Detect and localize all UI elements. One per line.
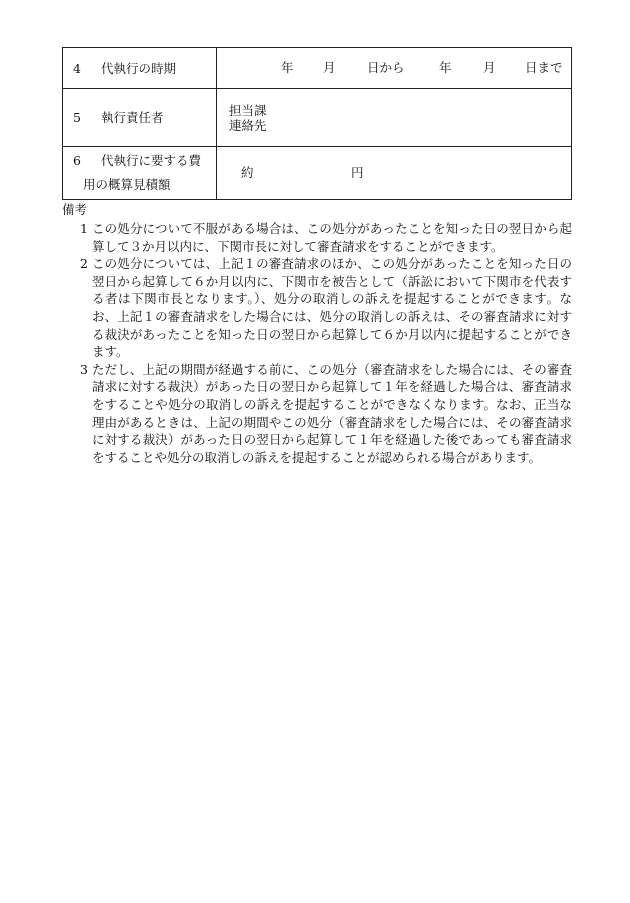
period-start-month: 月	[323, 60, 336, 75]
remark-item	[62, 220, 572, 255]
label-cell-cost	[63, 147, 217, 200]
period-end-day: 日まで	[525, 60, 563, 75]
table-row-cost	[63, 147, 572, 200]
period-end-month: 月	[483, 60, 496, 75]
row-label: 代執行の時期	[101, 60, 177, 76]
label-cell-period	[63, 48, 217, 89]
yen-unit-label: 円	[351, 165, 364, 180]
remark-text: この処分については、上記１の審査請求のほか、この処分があったことを知った日の翌日から起算して６か月以内に、下関市を被告として（訴訟において下関市を代表する者は下関市長となります。）、処分の取消しの訴えを提起することができます。なお、上記１の審査請求をした場合には、処分の取消しの訴えは、その審査請求に対する裁決があったことを知った日の翌日から起算して６か月以内に提起することができます。	[92, 256, 572, 360]
responsible-value-cell	[217, 89, 572, 147]
remark-item	[62, 361, 572, 467]
remark-text: ただし、上記の期間が経過する前に、この処分（審査請求をした場合には、その審査請求に対する裁決）があった日の翌日から起算して１年を経過した場合は、審査請求をすることや処分の取消しの訴えを提起することができなくなります。なお、正当な理由があるときは、上記の期間やこの処分（審査請求をした場合には、その審査請求に対する裁決）があった日の翌日から起算して１年を経過した後であっても審査請求をすることや処分の取消しの訴えを提起することが認められる場合があります。	[92, 361, 572, 465]
row-number: 6	[73, 153, 81, 168]
row-number: 5	[73, 110, 81, 125]
row-label-line1: 代執行に要する費	[101, 153, 202, 168]
row-label: 執行責任者	[101, 110, 164, 125]
remarks-list	[62, 220, 572, 466]
remark-item	[62, 255, 572, 361]
period-start-day: 日から	[367, 60, 405, 75]
enforcement-form-table	[62, 47, 572, 200]
remark-number: 1	[80, 221, 88, 236]
period-value-cell	[217, 48, 572, 89]
cost-value-cell	[217, 147, 572, 200]
remarks-heading: 備考	[62, 202, 88, 217]
row-number: 4	[73, 60, 81, 76]
table-row-period	[63, 48, 572, 89]
contact-label: 連絡先	[229, 117, 267, 133]
row-label-line2: 用の概算見積額	[83, 177, 171, 192]
remark-text: この処分について不服がある場合は、この処分があったことを知った日の翌日から起算して３か月以内に、下関市長に対して審査請求をすることができます。	[92, 221, 572, 254]
remark-number: 2	[80, 256, 88, 272]
table-row-responsible	[63, 89, 572, 147]
remark-number: 3	[80, 361, 88, 377]
label-cell-responsible	[63, 89, 217, 147]
approx-label: 約	[241, 165, 254, 180]
period-start-year: 年	[281, 60, 294, 75]
department-label: 担当課	[229, 102, 267, 118]
period-end-year: 年	[439, 60, 452, 75]
